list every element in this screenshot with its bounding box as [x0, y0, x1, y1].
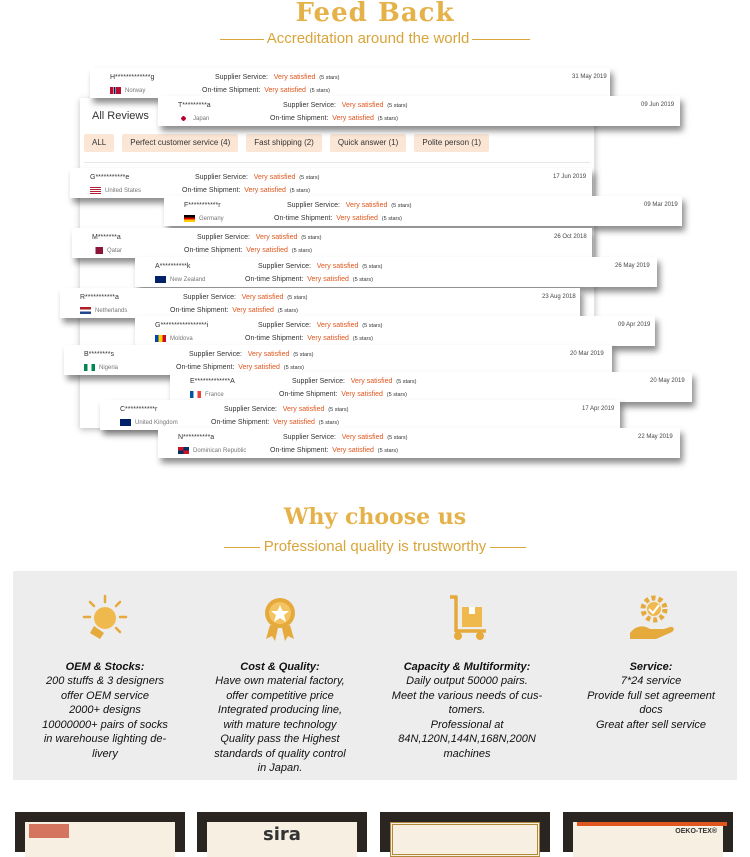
supplier-service-row — [197, 234, 321, 241]
filter-perfect-service[interactable]: Perfect customer service (4) — [122, 134, 238, 152]
supplier-service-label: Supplier Service: — [287, 202, 340, 209]
review-filters — [84, 134, 489, 152]
feature-line: standards of quality control — [214, 747, 346, 760]
supplier-stars: (5 stars) — [301, 235, 322, 241]
certificate-frame — [197, 812, 367, 852]
reviewer-country — [155, 276, 205, 283]
review-card — [70, 168, 592, 198]
feature-line: docs — [639, 704, 663, 716]
country-name: Moldova — [170, 335, 193, 342]
why-rule-right — [490, 547, 526, 548]
ontime-shipment-row — [184, 247, 312, 254]
service-hand-gear-icon — [626, 593, 676, 643]
ontime-rating: Very satisfied — [307, 335, 349, 342]
ontime-stars: (5 stars) — [386, 392, 407, 398]
ontime-stars: (5 stars) — [289, 188, 310, 194]
certificate-frame — [380, 812, 550, 852]
supplier-rating: Very satisfied — [341, 102, 384, 109]
country-flag-icon — [178, 447, 189, 454]
country-name: France — [205, 391, 224, 398]
ontime-rating: Very satisfied — [232, 307, 274, 314]
feature-line: in warehouse lighting de- — [43, 733, 167, 745]
filter-fast-shipping[interactable]: Fast shipping (2) — [246, 134, 322, 152]
country-name: New Zealand — [170, 276, 206, 283]
supplier-stars: (5 stars) — [293, 352, 314, 358]
supplier-rating: Very satisfied — [316, 322, 359, 329]
feature-line: Professional at — [430, 718, 504, 731]
certificate-frame — [563, 812, 733, 852]
feature-line: livery — [92, 747, 118, 760]
review-date: 20 Mar 2019 — [570, 351, 604, 357]
supplier-service-label: Supplier Service: — [183, 294, 236, 301]
supplier-stars: (5 stars) — [328, 407, 349, 413]
ontime-shipment-label: On-time Shipment: — [176, 364, 235, 371]
review-card — [158, 428, 680, 458]
ontime-shipment-label: On-time Shipment: — [182, 187, 241, 194]
review-date: 23 Aug 2018 — [542, 294, 576, 300]
ontime-rating: Very satisfied — [307, 276, 349, 283]
supplier-stars: (5 stars) — [391, 203, 412, 209]
feature-line: Have own material factory, — [215, 675, 345, 687]
feature-line: Provide full set agreement — [587, 689, 715, 702]
supplier-stars: (5 stars) — [299, 175, 320, 181]
supplier-service-row — [258, 322, 382, 329]
reviewer-name: T*********a — [178, 102, 211, 109]
ontime-shipment-label: On-time Shipment: — [279, 391, 338, 398]
ontime-shipment-label: On-time Shipment: — [270, 115, 329, 122]
certificate-frame — [15, 812, 185, 852]
ontime-shipment-row — [170, 307, 298, 314]
country-name: United Kingdom — [135, 419, 178, 426]
review-date: 20 May 2019 — [650, 378, 685, 384]
review-date: 09 Mar 2019 — [644, 202, 678, 208]
review-date: 26 Oct 2018 — [554, 234, 587, 240]
reviewer-name: N**********a — [178, 434, 215, 441]
country-name: United States — [105, 187, 142, 194]
supplier-service-label: Supplier Service: — [283, 102, 336, 109]
ontime-shipment-row — [176, 364, 304, 371]
ontime-rating: Very satisfied — [238, 364, 280, 371]
supplier-service-label: Supplier Service: — [189, 351, 242, 358]
reviewer-name: G*****************i — [155, 322, 209, 329]
country-name: Norway — [125, 87, 146, 94]
feature-line: 84N,120N,144N,168N,200N — [398, 733, 536, 745]
certificate-stripe — [577, 822, 727, 826]
supplier-stars: (5 stars) — [319, 75, 340, 81]
supplier-rating: Very satisfied — [241, 294, 284, 301]
lightbulb-icon — [80, 593, 130, 643]
country-flag-icon — [80, 307, 91, 314]
review-card — [164, 196, 682, 226]
ontime-shipment-label: On-time Shipment: — [211, 419, 270, 426]
ontime-shipment-row — [245, 335, 373, 342]
why-subtitle: Professional quality is trustworthy — [263, 538, 487, 555]
features-band — [13, 571, 737, 780]
supplier-stars: (5 stars) — [396, 379, 417, 385]
feature-service — [569, 571, 733, 732]
supplier-service-row — [283, 434, 407, 441]
review-card — [64, 345, 612, 375]
ontime-stars: (5 stars) — [352, 277, 373, 283]
supplier-service-label: Supplier Service: — [283, 434, 336, 441]
supplier-stars: (5 stars) — [362, 264, 383, 270]
ontime-stars: (5 stars) — [381, 216, 402, 222]
supplier-service-row — [287, 202, 411, 209]
review-date: 09 Jun 2019 — [641, 102, 675, 108]
reviewer-country — [80, 307, 127, 314]
ontime-rating: Very satisfied — [332, 115, 374, 122]
ontime-shipment-row — [270, 115, 398, 122]
ontime-stars: (5 stars) — [377, 448, 398, 454]
supplier-service-row — [183, 294, 307, 301]
supplier-service-label: Supplier Service: — [258, 263, 311, 270]
country-flag-icon — [120, 419, 131, 426]
review-card — [72, 228, 592, 258]
review-date: 22 May 2019 — [638, 434, 673, 440]
filter-quick-answer[interactable]: Quick answer (1) — [330, 134, 406, 152]
ontime-shipment-label: On-time Shipment: — [270, 447, 329, 454]
feature-line: Integrated producing line, — [217, 704, 343, 716]
reviewer-country — [178, 115, 209, 122]
supplier-service-label: Supplier Service: — [215, 74, 268, 81]
ontime-shipment-label: On-time Shipment: — [170, 307, 229, 314]
country-flag-icon — [110, 87, 121, 94]
supplier-stars: (5 stars) — [287, 295, 308, 301]
reviewer-country — [190, 391, 224, 398]
supplier-stars: (5 stars) — [362, 323, 383, 329]
feature-line: Quality pass the Highest — [220, 733, 340, 745]
country-name: Germany — [199, 215, 224, 222]
feature-cost-quality — [197, 571, 363, 776]
ontime-shipment-label: On-time Shipment: — [274, 215, 333, 222]
ontime-stars: (5 stars) — [352, 336, 373, 342]
feature-capacity — [377, 571, 557, 761]
ontime-shipment-row — [182, 187, 310, 194]
feature-title: Cost & Quality: — [240, 661, 320, 673]
certificate-paper — [207, 822, 357, 857]
feature-line: Daily output 50000 pairs. — [406, 675, 528, 687]
reviewer-country — [84, 364, 118, 371]
ontime-shipment-row — [211, 419, 339, 426]
filter-all[interactable]: ALL — [84, 134, 114, 152]
feature-title: Capacity & Multiformity: — [403, 661, 531, 673]
feature-title: OEM & Stocks: — [65, 661, 145, 673]
sira-logo: sira — [263, 824, 301, 845]
country-flag-icon — [178, 115, 189, 122]
ontime-shipment-label: On-time Shipment: — [245, 276, 304, 283]
reviewer-country — [90, 187, 141, 194]
ontime-stars: (5 stars) — [291, 248, 312, 254]
supplier-service-row — [189, 351, 313, 358]
country-name: Qatar — [107, 247, 123, 254]
reviewer-country — [178, 447, 246, 454]
country-name: Nigeria — [99, 364, 119, 371]
ontime-rating: Very satisfied — [336, 215, 378, 222]
subtitle-rule-left — [220, 39, 264, 40]
supplier-service-row — [215, 74, 339, 81]
why-subtitle-row — [0, 538, 750, 556]
supplier-rating: Very satisfied — [341, 434, 384, 441]
country-flag-icon — [155, 276, 166, 283]
review-card — [135, 316, 655, 346]
supplier-rating: Very satisfied — [350, 378, 393, 385]
feedback-subtitle-row — [0, 30, 750, 48]
ontime-rating: Very satisfied — [264, 87, 306, 94]
supplier-rating: Very satisfied — [345, 202, 388, 209]
supplier-stars: (5 stars) — [387, 103, 408, 109]
supplier-service-label: Supplier Service: — [195, 174, 248, 181]
reviewer-name: E*************A — [190, 378, 235, 385]
filter-polite-person[interactable]: Polite person (1) — [414, 134, 489, 152]
quality-badge-icon — [255, 593, 305, 643]
supplier-rating: Very satisfied — [273, 74, 316, 81]
why-rule-left — [224, 547, 260, 548]
feature-line: 10000000+ pairs of socks — [42, 718, 168, 731]
ontime-stars: (5 stars) — [309, 88, 330, 94]
supplier-rating: Very satisfied — [247, 351, 290, 358]
ontime-shipment-label: On-time Shipment: — [184, 247, 243, 254]
country-flag-icon — [155, 335, 166, 342]
supplier-rating: Very satisfied — [282, 406, 325, 413]
review-card — [135, 257, 657, 287]
certificate-paper — [573, 822, 723, 857]
supplier-stars: (5 stars) — [387, 435, 408, 441]
feature-line: Meet the various needs of cus- — [391, 689, 543, 702]
country-name: Netherlands — [95, 307, 128, 314]
feature-line: machines — [443, 747, 491, 760]
country-flag-icon — [190, 391, 201, 398]
certificate-paper — [390, 822, 540, 857]
ontime-shipment-row — [279, 391, 407, 398]
reviewer-name: F***********r — [184, 202, 221, 209]
ontime-shipment-row — [202, 87, 330, 94]
reviewer-name: C***********r — [120, 406, 158, 413]
supplier-service-row — [224, 406, 348, 413]
review-date: 26 May 2019 — [615, 263, 650, 269]
supplier-service-row — [195, 174, 319, 181]
reviewer-country — [92, 247, 122, 254]
feature-line: 2000+ designs — [69, 704, 141, 716]
supplier-service-row — [283, 102, 407, 109]
supplier-service-row — [258, 263, 382, 270]
certificate-paper — [25, 822, 175, 857]
reviewer-name: R***********a — [80, 294, 119, 301]
ontime-rating: Very satisfied — [332, 447, 374, 454]
reviewer-name: M*******a — [92, 234, 121, 241]
supplier-service-label: Supplier Service: — [258, 322, 311, 329]
oeko-tex-logo: OEKO-TEX® — [675, 828, 717, 835]
reviewer-name: H*************g — [110, 74, 155, 81]
feature-line: 7*24 service — [620, 675, 682, 687]
country-flag-icon — [92, 247, 103, 254]
ontime-stars: (5 stars) — [277, 308, 298, 314]
review-card — [100, 400, 620, 430]
feature-line: 200 stuffs & 3 designers — [45, 675, 164, 687]
feature-oem — [13, 571, 197, 761]
ontime-shipment-label: On-time Shipment: — [202, 87, 261, 94]
supplier-rating: Very satisfied — [253, 174, 296, 181]
feature-line: offer OEM service — [60, 689, 150, 702]
supplier-service-label: Supplier Service: — [224, 406, 277, 413]
supplier-service-label: Supplier Service: — [292, 378, 345, 385]
review-date: 31 May 2019 — [572, 74, 607, 80]
feature-line: tomers. — [448, 704, 486, 716]
review-date: 09 Apr 2019 — [618, 322, 651, 328]
ontime-shipment-row — [270, 447, 398, 454]
review-card — [170, 372, 692, 402]
hand-truck-icon — [442, 593, 492, 643]
country-name: Japan — [193, 115, 210, 122]
feature-line: in Japan. — [257, 762, 303, 774]
supplier-service-row — [292, 378, 416, 385]
why-title: Why choose us — [283, 504, 467, 530]
review-card — [60, 288, 580, 318]
ontime-stars: (5 stars) — [377, 116, 398, 122]
review-date: 17 Apr 2019 — [582, 406, 615, 412]
supplier-rating: Very satisfied — [255, 234, 298, 241]
feedback-subtitle: Accreditation around the world — [266, 30, 470, 47]
reviewer-country — [184, 215, 224, 222]
feature-line: with mature technology — [223, 718, 337, 731]
reviewer-name: B********s — [84, 351, 114, 358]
ontime-rating: Very satisfied — [273, 419, 315, 426]
ontime-shipment-label: On-time Shipment: — [245, 335, 304, 342]
review-card — [158, 96, 680, 126]
ontime-rating: Very satisfied — [244, 187, 286, 194]
review-card — [90, 68, 610, 98]
review-date: 17 Jun 2019 — [553, 174, 587, 180]
supplier-rating: Very satisfied — [316, 263, 359, 270]
feature-title: Service: — [629, 661, 673, 673]
country-flag-icon — [184, 215, 195, 222]
country-name: Dominican Republic — [193, 447, 247, 454]
country-flag-icon — [90, 187, 101, 194]
ontime-rating: Very satisfied — [341, 391, 383, 398]
all-reviews-heading: All Reviews — [92, 110, 149, 122]
reviewer-name: G***********e — [90, 174, 130, 181]
ontime-shipment-row — [274, 215, 402, 222]
country-flag-icon — [84, 364, 95, 371]
reviewer-country — [155, 335, 193, 342]
feedback-title: Feed Back — [295, 0, 455, 28]
certificate-logo — [29, 824, 69, 838]
panel-divider — [84, 162, 590, 163]
supplier-service-label: Supplier Service: — [197, 234, 250, 241]
ontime-stars: (5 stars) — [283, 365, 304, 371]
reviewer-country — [110, 87, 145, 94]
reviewer-name: A**********k — [155, 263, 191, 270]
feature-line: Great after sell service — [595, 718, 707, 731]
ontime-stars: (5 stars) — [318, 420, 339, 426]
reviewer-country — [120, 419, 178, 426]
ontime-rating: Very satisfied — [246, 247, 288, 254]
ontime-shipment-row — [245, 276, 373, 283]
feature-line: offer competitive price — [226, 689, 334, 702]
subtitle-rule-right — [472, 39, 530, 40]
